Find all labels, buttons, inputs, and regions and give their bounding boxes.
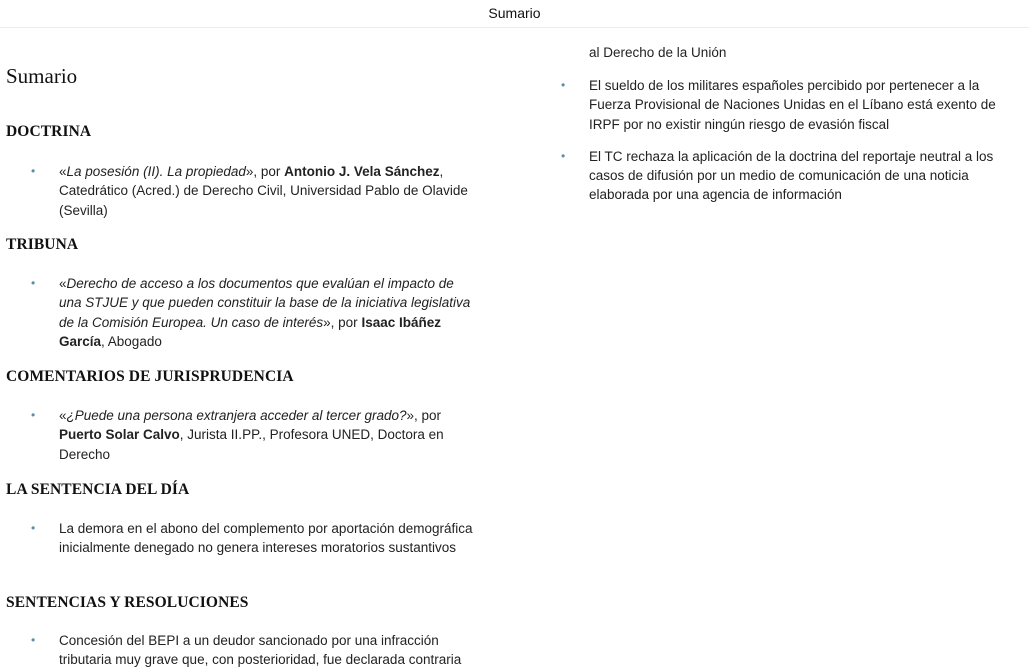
list-item[interactable] [560, 147, 1000, 205]
bullet-icon: • [31, 164, 36, 178]
item-text: », por [323, 314, 362, 330]
item-text: , Jurista II.PP., Profesora UNED, Doctora en Derecho [59, 427, 444, 462]
item-text: », por [406, 408, 442, 423]
item-text[interactable]: La demora en el abono del complemento por aportación demográfica inicialmente denegado no genera intereses moratorios sustantivos [59, 521, 473, 556]
section-heading-tribuna: TRIBUNA [6, 236, 79, 253]
list-item[interactable] [6, 631, 476, 670]
bullet-icon: • [31, 408, 36, 422]
doctrina-list [6, 162, 476, 220]
section-heading-doctrina: DOCTRINA [6, 123, 92, 140]
item-text[interactable]: Concesión del BEPI a un deudor sancionado por una infracción tributaria muy grave que, con posterioridad, fue declarada contraria [59, 633, 462, 668]
bullet-icon: • [31, 633, 36, 647]
item-author: Puerto Solar Calvo [59, 427, 180, 443]
section-heading-sentencias: SENTENCIAS Y RESOLUCIONES [6, 594, 249, 611]
section-heading-sentencia-del-dia: LA SENTENCIA DEL DÍA [6, 481, 190, 498]
top-bar [0, 0, 1029, 28]
item-author: Isaac Ibáñez García [59, 314, 441, 349]
bullet-icon: • [31, 521, 36, 535]
bullet-icon: • [561, 78, 566, 92]
item-text: , Catedrático (Acred.) de Derecho Civil, Universidad Pablo de Olavide (Sevilla) [59, 164, 468, 218]
page-title: Sumario [6, 64, 78, 88]
item-text: , Abogado [101, 333, 162, 349]
item-text: « [59, 408, 67, 423]
item-text: « [59, 164, 67, 179]
list-item[interactable] [560, 76, 1000, 134]
list-item[interactable] [6, 406, 476, 464]
item-title[interactable]: Derecho de acceso a los documentos que evalúan el impacto de una STJUE y que pueden constituir la base de la iniciativa legislativa de la Comisión Europea. Un caso de interés [59, 276, 471, 330]
section-heading-comentarios: COMENTARIOS DE JURISPRUDENCIA [6, 368, 294, 385]
sentencia-del-dia-list [6, 519, 476, 558]
sentencias-list-continued [560, 76, 1000, 218]
tribuna-list [6, 274, 476, 351]
item-author: Antonio J. Vela Sánchez [284, 164, 440, 179]
comentarios-list [6, 406, 476, 464]
list-item[interactable] [6, 274, 476, 351]
list-item[interactable] [6, 162, 476, 220]
item-continuation[interactable]: al Derecho de la Unión [589, 45, 727, 60]
item-title[interactable]: La posesión (II). La propiedad [66, 164, 246, 179]
item-text[interactable]: El sueldo de los militares españoles percibido por pertenecer a la Fuerza Provisional de Naciones Unidas en el Líbano está exento de IRPF por no existir ningún riesgo de evasión fiscal [589, 78, 996, 132]
item-text: « [59, 276, 67, 291]
item-text: », por [245, 164, 285, 179]
bullet-icon: • [561, 148, 566, 163]
item-text[interactable]: El TC rechaza la aplicación de la doctrina del reportaje neutral a los casos de difusión por un medio de comunicación de una noticia elaborada por una agencia de información [589, 148, 994, 203]
top-bar-title: Sumario [488, 5, 541, 21]
list-item[interactable] [6, 519, 476, 558]
sentencias-list [6, 631, 476, 670]
item-title[interactable]: ¿Puede una persona extranjera acceder al tercer grado? [66, 408, 407, 423]
bullet-icon: • [31, 276, 36, 290]
